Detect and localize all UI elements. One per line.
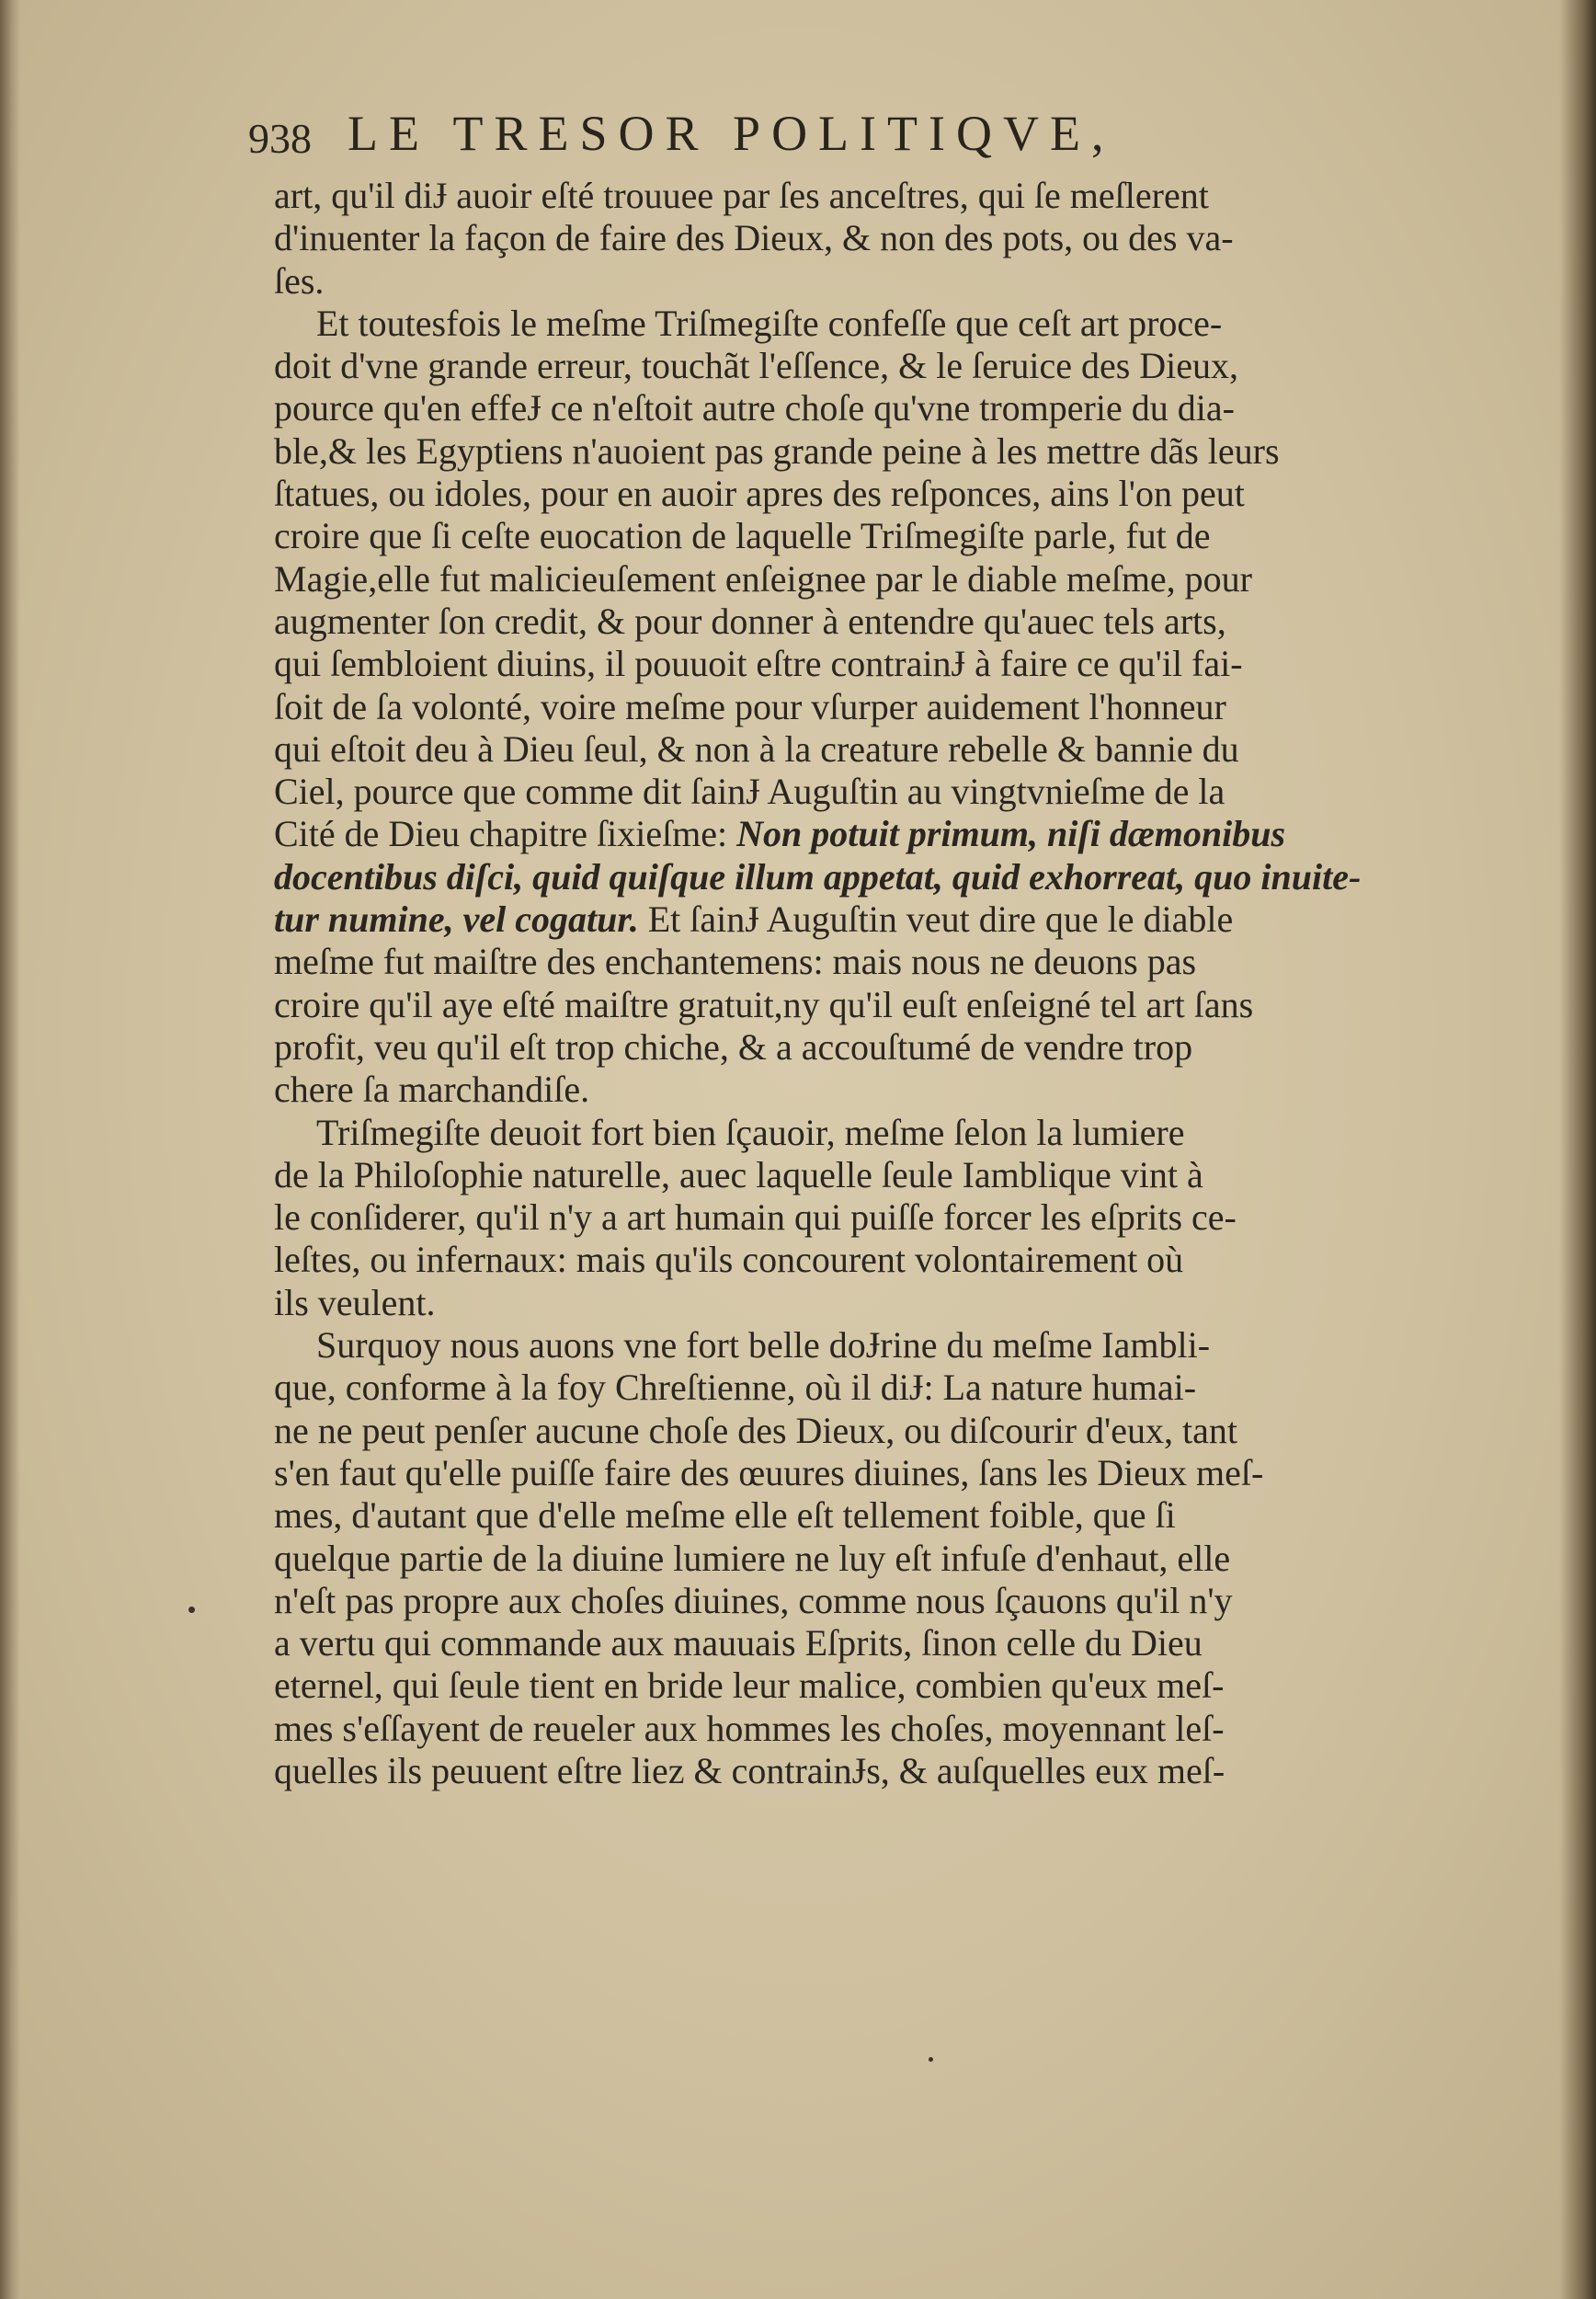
text-line: ſtatues, ou idoles, pour en auoir apres des reſponces, ains l'on peut: [274, 473, 1245, 515]
text-line: Magie,elle fut malicieuſement enſeignee par le diable meſme, pour: [274, 557, 1253, 600]
text-line: ils veulent.: [274, 1281, 436, 1323]
roman-text: Et ſainɈ Auguſtin veut dire que le diable: [647, 898, 1234, 941]
text-line: chere ſa marchandiſe.: [274, 1069, 590, 1111]
text-line: qui eſtoit deu à Dieu ſeul, & non à la creature rebelle & bannie du: [274, 727, 1239, 770]
latin-quote: Non potuit primum, niſi dæmonibus: [736, 813, 1286, 855]
text-line: pource qu'en effeɈ ce n'eſtoit autre choſe qu'vne tromperie du dia-: [274, 387, 1235, 429]
text-line: qui ſembloient diuins, il pouuoit eſtre contrainɈ à faire ce qu'il fai-: [274, 643, 1243, 685]
ink-speck: [188, 1607, 195, 1613]
ink-speck: [929, 2057, 933, 2062]
paragraph-start-line: Triſmegiſte deuoit fort bien ſçauoir, meſme ſelon la lumiere: [316, 1111, 1185, 1153]
text-line-mixed: [274, 813, 1453, 855]
text-line: ble,& les Egyptiens n'auoient pas grande peine à les mettre dãs leurs: [274, 429, 1280, 472]
text-line: croire qu'il aye eſté maiſtre gratuit,ny qu'il euſt enſeigné tel art ſans: [274, 983, 1254, 1025]
paragraph-start-line: Surquoy nous auons vne fort belle doɈrine du meſme Iambli-: [316, 1324, 1211, 1367]
text-line: de la Philoſophie naturelle, auec laquelle ſeule Iamblique vint à: [274, 1153, 1203, 1195]
page-gutter-shadow: [0, 0, 20, 2299]
text-line: ſoit de ſa volonté, voire meſme pour vſurper auidement l'honneur: [274, 685, 1226, 727]
text-line: profit, veu qu'il eſt trop chiche, & a accouſtumé de vendre trop: [274, 1025, 1193, 1068]
page-header: [248, 99, 1287, 173]
text-line: d'inuenter la façon de faire des Dieux, & non des pots, ou des va-: [274, 217, 1234, 259]
text-line: ſes.: [274, 259, 325, 302]
text-line: Ciel, pource que comme dit ſainɈ Auguſtin au vingtvnieſme de la: [274, 771, 1226, 813]
text-line: quelles ils peuuent eſtre liez & contrainɈs, & auſquelles eux meſ-: [274, 1749, 1226, 1791]
text-line-mixed: [274, 898, 1453, 941]
text-line: s'en faut qu'elle puiſſe faire des œuures diuines, ſans les Dieux meſ-: [274, 1451, 1264, 1493]
text-line: mes s'eſſayent de reueler aux hommes les choſes, moyennant leſ-: [274, 1707, 1225, 1749]
text-line: augmenter ſon credit, & pour donner à entendre qu'auec tels arts,: [274, 600, 1226, 642]
text-line: leſtes, ou infernaux: mais qu'ils concourent volontairement où: [274, 1239, 1184, 1281]
latin-quote: tur numine, vel cogatur.: [274, 898, 639, 941]
text-line: eternel, qui ſeule tient en bride leur malice, combien qu'eux meſ-: [274, 1664, 1225, 1707]
body-text: [274, 175, 1453, 1792]
text-line: art, qu'il diɈ auoir eſté trouuee par ſes anceſtres, qui ſe meſlerent: [274, 175, 1209, 216]
text-line: quelque partie de la diuine lumiere ne luy eſt infuſe d'enhaut, elle: [274, 1537, 1231, 1579]
text-line: meſme fut maiſtre des enchantemens: mais nous ne deuons pas: [274, 941, 1197, 983]
text-line: que, conforme à la foy Chreſtienne, où il diɈ: La nature humai-: [274, 1367, 1197, 1409]
text-line: ne ne peut penſer aucune choſe des Dieux, ou diſcourir d'eux, tant: [274, 1409, 1237, 1451]
text-line: mes, d'autant que d'elle meſme elle eſt tellement foible, que ſi: [274, 1494, 1176, 1537]
text-line: doit d'vne grande erreur, touchãt l'eſſence, & le ſeruice des Dieux,: [274, 345, 1239, 387]
text-line: le conſiderer, qu'il n'y a art humain qui puiſſe forcer les eſprits ce-: [274, 1196, 1237, 1239]
page-edge-shadow: [1559, 0, 1596, 2299]
text-line: n'eſt pas propre aux choſes diuines, comme nous ſçauons qu'il n'y: [274, 1579, 1233, 1621]
text-line: a vertu qui commande aux mauuais Eſprits, ſinon celle du Dieu: [274, 1622, 1203, 1664]
paragraph-start-line: Et toutesfois le meſme Triſmegiſte confeſſe que ceſt art proce-: [316, 302, 1223, 344]
running-title: LE TRESOR POLITIQVE,: [348, 106, 1115, 161]
roman-text: Cité de Dieu chapitre ſixieſme:: [274, 813, 728, 855]
latin-quote-line: docentibus diſci, quid quiſque illum appetat, quid exhorreat, quo inuite-: [274, 855, 1362, 898]
page-number: 938: [248, 115, 312, 162]
text-line: croire que ſi ceſte euocation de laquelle Triſmegiſte parle, fut de: [274, 515, 1211, 557]
